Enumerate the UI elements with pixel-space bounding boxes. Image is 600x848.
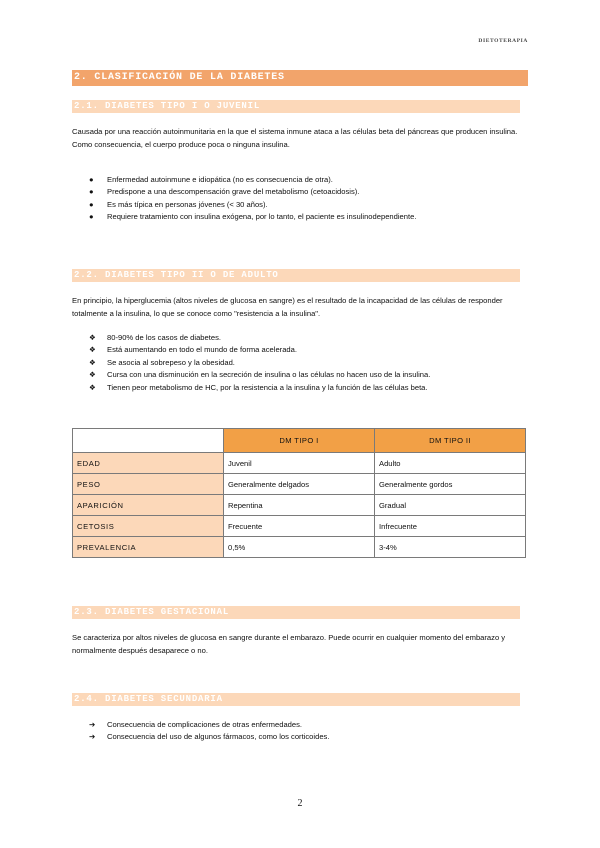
paragraph-gestacional: Se caracteriza por altos niveles de glucosa en sangre durante el embarazo. Puede ocurrir en cualquier momento del embarazo y normalmente después desaparece o no. [72,633,506,655]
list-item-text: Tienen peor metabolismo de HC, por la resistencia a la insulina y la función de las células beta. [107,382,428,392]
row-label: PESO [73,474,224,495]
subsection-heading-secundaria: 2.4. DIABETES SECUNDARIA [72,693,520,706]
table-header-dm-tipo-1: DM TIPO I [224,429,375,453]
bullet-list-tipo-1 [89,174,416,224]
page-number: 2 [297,798,303,809]
list-item-text: Enfermedad autoinmune e idiopática (no es consecuencia de otra). [107,175,333,184]
list-item [89,731,329,743]
bullet-list-tipo-2 [89,332,430,394]
diamond-bullet-icon: ❖ [89,357,96,367]
table-cell: 0,5% [224,537,375,558]
table-cell: Gradual [375,495,526,516]
list-item-text: Consecuencia del uso de algunos fármacos, como los corticoides. [107,732,330,742]
subsection-heading-gestacional: 2.3. DIABETES GESTACIONAL [72,606,520,619]
list-item-text: Es más típica en personas jóvenes (< 30 años). [107,199,268,209]
list-item-text: 80-90% de los casos de diabetes. [107,333,221,342]
list-item [89,344,430,356]
list-item-text: Cursa con una disminución en la secreción de insulina o las células no hacen uso de la insulina. [107,370,431,380]
table-cell: Generalmente delgados [224,474,375,495]
table-row [73,537,526,558]
table-row [73,453,526,474]
table-row [73,495,526,516]
diamond-bullet-icon: ❖ [89,345,96,355]
diamond-bullet-icon: ❖ [89,382,96,392]
comparison-table [72,428,526,558]
list-item-text: Consecuencia de complicaciones de otras enfermedades. [107,720,303,729]
list-item [89,174,416,186]
table-cell: Repentina [224,495,375,516]
section-heading: 2. CLASIFICACIÓN DE LA DIABETES [72,70,528,86]
bullet-dot-icon: ● [89,175,94,184]
paragraph-tipo-2: En principio, la hiperglucemia (altos niveles de glucosa en sangre) es el resultado de la incapacidad de las células de responder totalmente a la insulina, lo que se conoce como "resistencia a la insulina". [72,296,503,318]
table-cell: Juvenil [224,453,375,474]
subsection-heading-tipo-1: 2.1. DIABETES TIPO I O JUVENIL [72,100,520,113]
arrow-bullet-icon: ➔ [89,732,96,742]
list-item [89,357,430,369]
list-item-text: Está aumentando en todo el mundo de forma acelerada. [107,345,297,355]
bullet-dot-icon: ● [89,199,94,209]
table-row [73,516,526,537]
table-cell: Adulto [375,453,526,474]
table-row [73,474,526,495]
list-item-text: Predispone a una descompensación grave del metabolismo (cetoacidosis). [107,187,360,197]
list-item [89,199,416,211]
list-item [89,382,430,394]
diamond-bullet-icon: ❖ [89,333,96,342]
arrow-bullet-icon: ➔ [89,720,96,729]
bullet-dot-icon: ● [89,187,94,197]
table-cell: Generalmente gordos [375,474,526,495]
list-item-text: Se asocia al sobrepeso y la obesidad. [107,357,235,367]
bullet-dot-icon: ● [89,212,94,222]
list-item [89,211,416,223]
row-label: PREVALENCIA [73,537,224,558]
paragraph-tipo-1: Causada por una reacción autoinmunitaria en la que el sistema inmune ataca a las células beta del páncreas que producen insulina. Como consecuencia, el cuerpo produce poca o ninguna insulina. [72,127,518,149]
table-cell: Infrecuente [375,516,526,537]
row-label: APARICIÓN [73,495,224,516]
table-header-empty [73,429,224,453]
bullet-list-secundaria [89,719,329,744]
table-cell: 3-4% [375,537,526,558]
running-header: DIETOTERAPIA [478,38,528,44]
list-item [89,719,329,731]
list-item [89,332,430,344]
list-item-text: Requiere tratamiento con insulina exógena, por lo tanto, el paciente es insulinodependiente. [107,212,417,222]
list-item [89,186,416,198]
table-cell: Frecuente [224,516,375,537]
table-header-dm-tipo-2: DM TIPO II [375,429,526,453]
table-header-row [73,429,526,453]
row-label: CETOSIS [73,516,224,537]
row-label: EDAD [73,453,224,474]
diamond-bullet-icon: ❖ [89,370,96,380]
list-item [89,369,430,381]
subsection-heading-tipo-2: 2.2. DIABETES TIPO II O DE ADULTO [72,269,520,282]
